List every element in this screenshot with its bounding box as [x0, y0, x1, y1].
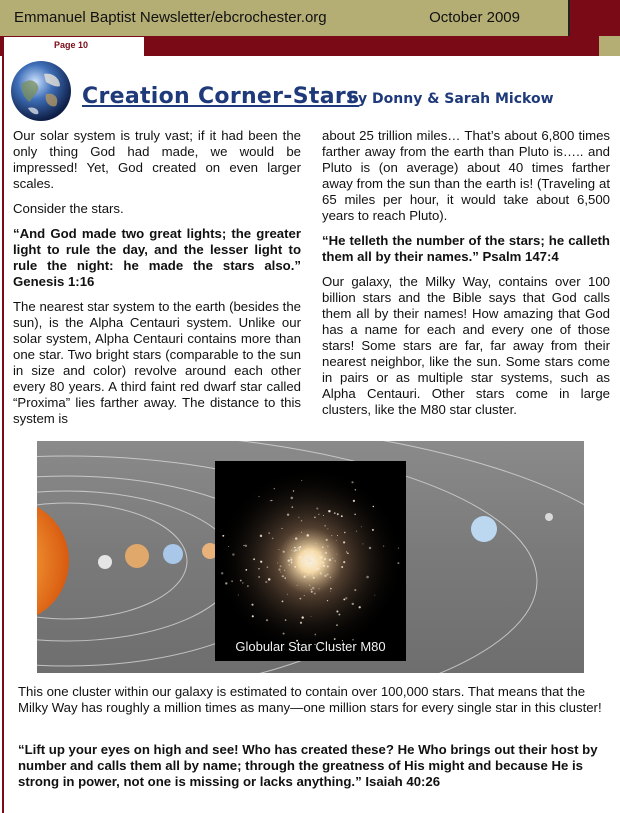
- newsletter-title: Emmanuel Baptist Newsletter/ebcrochester.org: [14, 9, 327, 26]
- star-dot: [309, 558, 311, 560]
- star-dot: [290, 557, 291, 558]
- article-title: Creation Corner-Stars: [82, 84, 360, 109]
- star-dot: [383, 545, 384, 546]
- star-dot: [323, 515, 324, 516]
- star-dot: [297, 550, 298, 551]
- star-dot: [284, 570, 285, 571]
- star-dot: [291, 561, 293, 563]
- scripture-quote: “Lift up your eyes on high and see! Who has created these? He Who brings out their host by number and calls them all by name; through the greatness of His might and because He is strong in power, not one is missing or lacks anything.” Isaiah 40:26: [18, 742, 598, 789]
- star-dot: [309, 563, 310, 564]
- star-dot: [303, 562, 304, 563]
- star-dot: [331, 535, 332, 536]
- star-cluster-photo: [215, 461, 406, 661]
- star-dot: [311, 560, 313, 562]
- star-dot: [373, 506, 374, 507]
- star-dot: [260, 535, 262, 537]
- star-dot: [300, 598, 302, 600]
- star-dot: [334, 560, 336, 562]
- star-dot: [311, 561, 312, 562]
- page-tab: [4, 37, 144, 56]
- star-dot: [353, 500, 355, 502]
- star-dot: [325, 552, 327, 554]
- star-dot: [312, 553, 315, 556]
- star-dot: [259, 496, 260, 497]
- star-dot: [305, 555, 308, 558]
- star-dot: [228, 546, 229, 547]
- star-dot: [298, 517, 299, 518]
- star-dot: [297, 557, 298, 558]
- star-dot: [311, 551, 313, 553]
- paragraph: Consider the stars.: [13, 201, 124, 216]
- star-dot: [343, 598, 345, 600]
- star-dot: [301, 559, 303, 561]
- star-dot: [305, 558, 307, 560]
- star-dot: [252, 615, 254, 617]
- star-dot: [304, 551, 306, 553]
- star-dot: [347, 552, 349, 554]
- star-dot: [280, 572, 281, 573]
- star-dot: [352, 603, 354, 605]
- star-dot: [283, 633, 285, 635]
- star-dot: [301, 520, 302, 521]
- star-dot: [355, 489, 357, 491]
- star-dot: [312, 563, 314, 565]
- star-dot: [316, 543, 317, 544]
- star-dot: [324, 525, 326, 527]
- star-dot: [351, 481, 353, 483]
- star-dot: [313, 562, 314, 563]
- star-dot: [317, 568, 319, 570]
- star-dot: [307, 534, 310, 537]
- star-dot: [345, 597, 347, 599]
- star-dot: [297, 585, 298, 586]
- paragraph: Our solar system is truly vast; if it had been the only thing God had made, we would be impressed! Yet, God created on even larger scales.: [13, 128, 301, 191]
- star-dot: [299, 556, 301, 558]
- star-dot: [314, 593, 316, 595]
- star-dot: [278, 568, 280, 570]
- paragraph: Our galaxy, the Milky Way, contains over 100 billion stars and the Bible says that God calls them all by their names! How amazing that God has a name for each and every one of those stars! Some stars are far, far away from their nearest neighbor, like the sun. Some stars come in pairs or as multiple star systems, such as Alpha Centauri. Other stars come in large clusters, like the M80 star cluster.: [322, 274, 610, 417]
- image-caption: Globular Star Cluster M80: [235, 639, 386, 654]
- earth-globe-icon: [10, 60, 72, 122]
- star-dot: [291, 506, 293, 508]
- star-dot: [366, 576, 369, 579]
- star-dot: [315, 563, 316, 564]
- scripture-quote: “He telleth the number of the stars; he calleth them all by their names.” Psalm 147:4: [322, 233, 610, 264]
- star-dot: [299, 549, 300, 550]
- star-dot: [308, 559, 309, 560]
- right-column: [322, 128, 610, 427]
- star-dot: [231, 580, 233, 582]
- star-dot: [336, 610, 338, 612]
- star-dot: [291, 497, 294, 500]
- star-dot: [362, 543, 363, 544]
- star-dot: [313, 557, 315, 559]
- star-dot: [311, 591, 313, 593]
- star-dot: [271, 500, 272, 501]
- star-dot: [361, 526, 362, 527]
- star-dot: [320, 552, 321, 553]
- star-dot: [336, 540, 337, 541]
- star-dot: [291, 563, 292, 564]
- star-dot: [280, 565, 282, 567]
- star-dot: [398, 548, 399, 549]
- star-dot: [303, 560, 304, 561]
- star-dot: [274, 488, 275, 489]
- star-dot: [270, 500, 271, 501]
- issue-date: October 2009: [429, 9, 520, 26]
- star-dot: [336, 624, 338, 626]
- star-dot: [301, 480, 302, 481]
- star-dot: [267, 566, 269, 568]
- star-dot: [245, 545, 247, 547]
- star-dot: [316, 507, 318, 509]
- star-dot: [343, 541, 345, 543]
- star-dot: [291, 550, 292, 551]
- star-dot: [310, 568, 311, 569]
- star-dot: [222, 535, 224, 537]
- star-dot: [328, 510, 330, 512]
- star-dot: [268, 532, 270, 534]
- star-dot: [337, 535, 338, 536]
- star-dot: [314, 566, 316, 568]
- star-dot: [332, 558, 333, 559]
- star-dot: [311, 557, 312, 558]
- star-dot: [344, 532, 345, 533]
- star-dot: [336, 554, 337, 555]
- star-dot: [374, 595, 375, 596]
- star-dot: [300, 622, 302, 624]
- star-dot: [311, 616, 312, 617]
- star-dot: [308, 564, 310, 566]
- star-dot: [317, 561, 318, 562]
- star-dot: [253, 558, 255, 560]
- star-dot: [240, 580, 242, 582]
- star-dot: [287, 594, 288, 595]
- star-dot: [281, 528, 282, 529]
- star-dot: [343, 561, 345, 563]
- star-dot: [301, 572, 302, 573]
- star-dot: [324, 558, 326, 560]
- newsletter-header: [0, 0, 570, 36]
- star-dot: [304, 595, 305, 596]
- star-dot: [334, 512, 336, 514]
- star-dot: [372, 529, 374, 531]
- star-dot: [323, 565, 324, 566]
- star-dot: [354, 514, 355, 515]
- star-dot: [320, 561, 322, 563]
- star-dot: [309, 557, 310, 558]
- star-dot: [309, 560, 311, 562]
- star-dot: [313, 577, 315, 579]
- star-dot: [221, 572, 223, 574]
- star-dot: [324, 574, 327, 577]
- star-dot: [297, 547, 299, 549]
- star-dot: [294, 547, 296, 549]
- star-dot: [283, 551, 285, 553]
- star-dot: [327, 528, 328, 529]
- star-dot: [301, 532, 302, 533]
- article-byline: by Donny & Sarah Mickow: [348, 91, 554, 107]
- paragraph: about 25 trillion miles… That’s about 6,800 times farther away from the earth than Pluto is….. and Pluto is (on average) about 40 times farther away from the sun than the earth is! (Traveling at 65 miles per hour, it would take about 6,500 years to reach Pluto).: [322, 128, 610, 223]
- star-dot: [341, 515, 343, 517]
- star-dot: [323, 562, 324, 563]
- solar-system-illustration: [37, 441, 584, 673]
- star-dot: [329, 559, 332, 562]
- star-dot: [238, 594, 239, 595]
- star-dot: [341, 566, 343, 568]
- star-dot: [338, 614, 340, 616]
- star-dot: [314, 634, 316, 636]
- star-dot: [272, 538, 274, 540]
- paragraph: This one cluster within our galaxy is estimated to contain over 100,000 stars. That means that the Milky Way has roughly a million times as many—one million stars for every single star in this cluster!: [18, 684, 602, 715]
- star-dot: [312, 574, 313, 575]
- star-dot: [243, 545, 244, 546]
- star-dot: [268, 578, 271, 581]
- star-dot: [314, 516, 316, 518]
- star-dot: [314, 560, 315, 561]
- star-dot: [290, 559, 292, 561]
- header-accent-block: [570, 0, 620, 36]
- star-dot: [232, 553, 235, 556]
- star-dot: [346, 551, 347, 552]
- star-dot: [285, 619, 287, 621]
- star-dot: [318, 588, 319, 589]
- star-dot: [265, 581, 267, 583]
- star-dot: [312, 587, 315, 590]
- star-dot: [258, 568, 259, 569]
- star-dot: [294, 550, 295, 551]
- star-dot: [311, 559, 312, 560]
- star-dot: [330, 591, 331, 592]
- star-dot: [307, 574, 308, 575]
- star-dot: [322, 546, 324, 548]
- star-dot: [283, 576, 284, 577]
- star-dot: [242, 582, 244, 584]
- star-dot: [295, 549, 297, 551]
- star-dot: [288, 560, 290, 562]
- band-accent-block: [599, 36, 620, 56]
- star-dot: [310, 589, 312, 591]
- star-dot: [293, 490, 294, 491]
- star-dot: [304, 566, 305, 567]
- star-dot: [225, 582, 227, 584]
- star-dot: [303, 575, 305, 577]
- star-dot: [330, 588, 332, 590]
- star-dot: [245, 569, 247, 571]
- star-dot: [258, 576, 259, 577]
- star-dot: [330, 577, 332, 579]
- star-dot: [294, 566, 296, 568]
- star-dot: [287, 513, 289, 515]
- star-dot: [260, 561, 262, 563]
- star-dot: [308, 560, 310, 562]
- star-dot: [319, 559, 320, 560]
- star-dot: [278, 549, 279, 550]
- star-dot: [302, 565, 304, 567]
- star-dot: [251, 604, 253, 606]
- star-dot: [397, 562, 399, 564]
- star-dot: [266, 619, 268, 621]
- star-dot: [308, 549, 309, 550]
- star-dot: [282, 601, 284, 603]
- star-dot: [359, 606, 361, 608]
- star-dot: [327, 573, 329, 575]
- star-dot: [327, 565, 329, 567]
- star-dot: [356, 531, 357, 532]
- star-dot: [354, 589, 356, 591]
- paragraph: The nearest star system to the earth (besides the sun), is the Alpha Centauri system. Unlike our solar system, Alpha Centauri contains more than one star. Two bright stars (comparable to the sun in size and color) revolve around each other every 80 years. A third faint red dwarf star called “Proxima” lies farther away. The distance to this system is: [13, 299, 301, 426]
- star-dot: [320, 572, 322, 574]
- star-dot: [284, 577, 285, 578]
- star-dot: [314, 570, 315, 571]
- star-dot: [321, 556, 323, 558]
- star-dot: [295, 537, 297, 539]
- star-dot: [318, 514, 319, 515]
- star-dot: [309, 585, 310, 586]
- star-dot: [247, 585, 249, 587]
- star-dot: [327, 545, 328, 546]
- star-dot: [310, 585, 311, 586]
- left-border-rule: [2, 56, 4, 813]
- scripture-quote: “And God made two great lights; the greater light to rule the day, and the lesser light to rule the night: he made the stars also.” Genesis 1:16: [13, 226, 301, 289]
- star-dot: [304, 564, 306, 566]
- star-dot: [319, 569, 320, 570]
- star-dot: [337, 513, 339, 515]
- star-dot: [289, 564, 290, 565]
- star-dot: [277, 563, 278, 564]
- star-dot: [369, 547, 371, 549]
- star-dot: [316, 568, 318, 570]
- star-dot: [323, 566, 324, 567]
- star-dot: [302, 616, 304, 618]
- page-number: Page 10: [54, 40, 89, 50]
- star-dot: [327, 600, 328, 601]
- star-dot: [317, 563, 319, 565]
- star-dot: [326, 539, 328, 541]
- left-column: [13, 128, 301, 436]
